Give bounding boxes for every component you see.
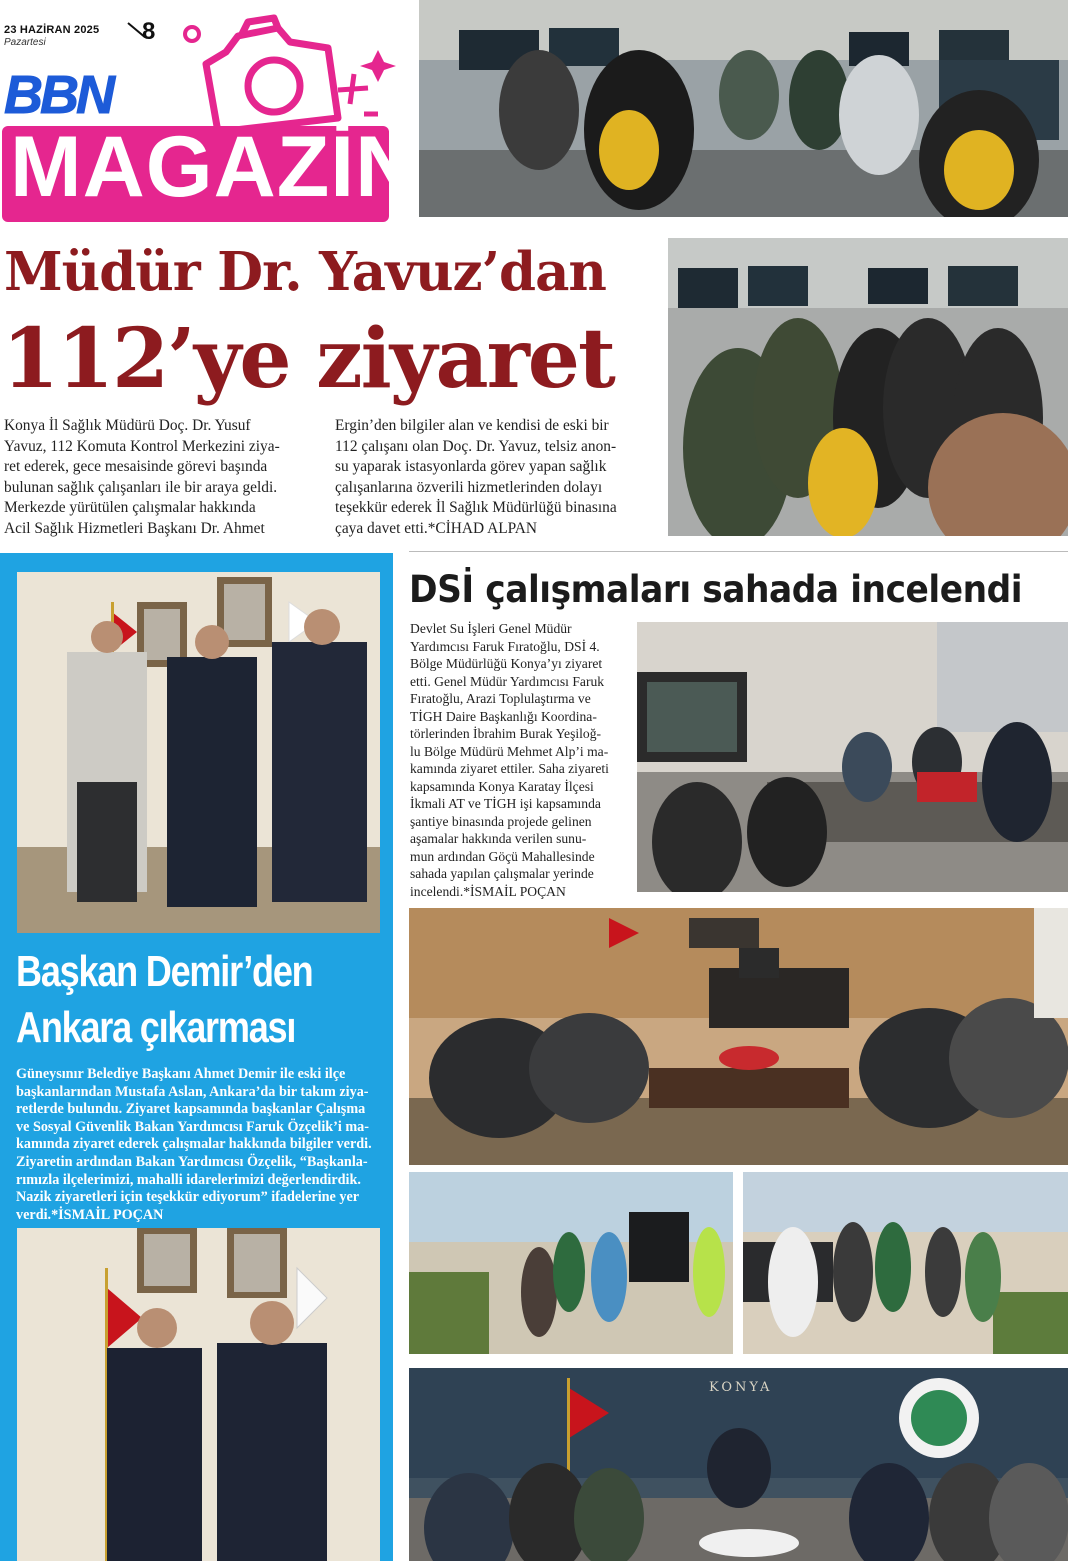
photo-112-staff-selfie [668,238,1068,536]
photo-ankara-visit-three [17,572,380,933]
article3-line: retlerde bulundu. Ziyaret kapsamında başkanlar Çalışma [16,1101,366,1118]
article1-col2-line: teşekkür ederek İl Sağlık Müdürlüğü binasına [335,499,617,517]
article3-line: başkanlarından Mustafa Aslan, Ankara’da bir takım ziya- [16,1083,369,1100]
article2-line: TİGH Daire Başkanlığı Koordina- [410,708,597,724]
article3-body [16,1066,372,1224]
article2-line: lu Bölge Müdürü Mehmet Alp’i ma- [410,743,609,759]
photo-ankara-visit-two [17,1228,380,1561]
article1-col2-line: Ergin’den bilgiler alan ve kendisi de eski bir [335,417,609,434]
article3-line: Güneysınır Belediye Başkanı Ahmet Demir ile eski ilçe [16,1066,346,1082]
article2-line: şantiye binasında projede gelinen [410,813,592,829]
article2-line: İkmali AT ve TİGH işi kapsamında [410,796,601,811]
article2-line: mun ardından Göçü Mahallesinde [410,848,595,864]
section-divider [409,551,1068,552]
headline-demir-line1: Başkan Demir’den [16,947,313,996]
wall-sign-konya: KONYA [709,1380,773,1395]
article2-line: etti. Genel Müdür Yardımcısı Faruk [410,673,605,689]
article3-line: Ziyaretin ardından Bakan Yardımcısı Özçelik, “Başkanla- [16,1153,368,1170]
headline-yavuz-line2: 112’ye ziyaret [2,311,614,407]
article1-col2-line: çalışanlarına özverili hizmetlerinden dolayı [335,478,603,496]
article1-col2-line: su yaparak istasyonlarda görev yapan sağlık [335,458,607,476]
logo-bbn: BBN [4,65,112,125]
issue-day: Pazartesi [4,37,46,48]
article2-line: aşamalar hakkında verilen sunu- [410,831,587,846]
article1-col2-line: çaya davet etti.*CİHAD ALPAN [335,519,538,537]
article2-line: sahada yapılan çalışmalar yerinde [410,866,594,881]
article1-col1-line: ret ederek, gece mesaisinde görevi başında [4,458,268,476]
page-number: 8 [142,18,156,45]
headline-demir [16,944,312,1056]
camera-logo-icon [178,14,408,134]
article1-col1-line: Yavuz, 112 Komuta Kontrol Merkezini ziya- [4,437,280,455]
article1-col1-line: Merkezde yürütülen çalışmalar hakkında [4,499,256,517]
photo-dsi-field-left [409,1172,733,1354]
headline-demir-line2: Ankara çıkarması [16,1003,296,1052]
article1-col1-line: Konya İl Sağlık Müdürü Doç. Dr. Yusuf [4,417,251,434]
article2-line: kamında ziyaret ettiler. Saha ziyareti [410,761,609,776]
photo-112-call-center [419,0,1068,217]
article2-body [410,620,609,900]
article1-col1-line: bulunan sağlık çalışanları ile bir araya geldi. [4,478,278,496]
article3-line: rımızla ilçelerimizi, mahalli idarelerimizi değerlendirdik. [16,1171,361,1188]
article1-col2 [335,416,617,540]
article3-line: ve Sosyal Güvenlik Bakan Yardımcısı Faruk Özçelik’i ma- [16,1118,369,1135]
issue-date: 23 HAZİRAN 2025 [4,24,100,36]
photo-dsi-meeting-room [637,622,1068,892]
article2-line: Fıratoğlu, Arazi Toplulaştırma ve [410,691,591,706]
photo-dsi-field-right [743,1172,1068,1354]
headline-dsi: DSİ çalışmaları sahada incelendi [409,568,1023,611]
article3-line: verdi.*İSMAİL POÇAN [16,1206,164,1223]
article1-col1 [4,416,280,540]
headline-yavuz-line1: Müdür Dr. Yavuz’dan [4,241,606,303]
photo-dsi-konya-conference [409,1368,1068,1561]
article2-line: incelendi.*İSMAİL POÇAN [410,883,566,899]
article3-line: Nazik ziyaretleri için teşekkür ediyorum” ifadelerine yer [16,1189,360,1206]
article2-line: kapsamında Konya Karatay İlçesi [410,778,594,794]
article1-col1-line: Acil Sağlık Hizmetleri Başkanı Dr. Ahmet [4,519,265,537]
article2-line: Devlet Su İşleri Genel Müdür [410,621,572,636]
article2-line: törlerinden İbrahim Burak Yeşiloğ- [410,726,602,741]
logo-magazin: MAGAZİN [10,119,419,215]
article1-col2-line: 112 çalışanı olan Doç. Dr. Yavuz, telsiz anon- [335,437,617,455]
photo-dsi-office [409,908,1068,1165]
article2-line: Bölge Müdürlüğü Konya’yı ziyaret [410,656,603,671]
article3-line: kamında ziyaret ederek çalışmalar hakkında bilgiler verdi. [16,1136,372,1153]
article2-line: Yardımcısı Faruk Fıratoğlu, DSİ 4. [410,638,600,654]
